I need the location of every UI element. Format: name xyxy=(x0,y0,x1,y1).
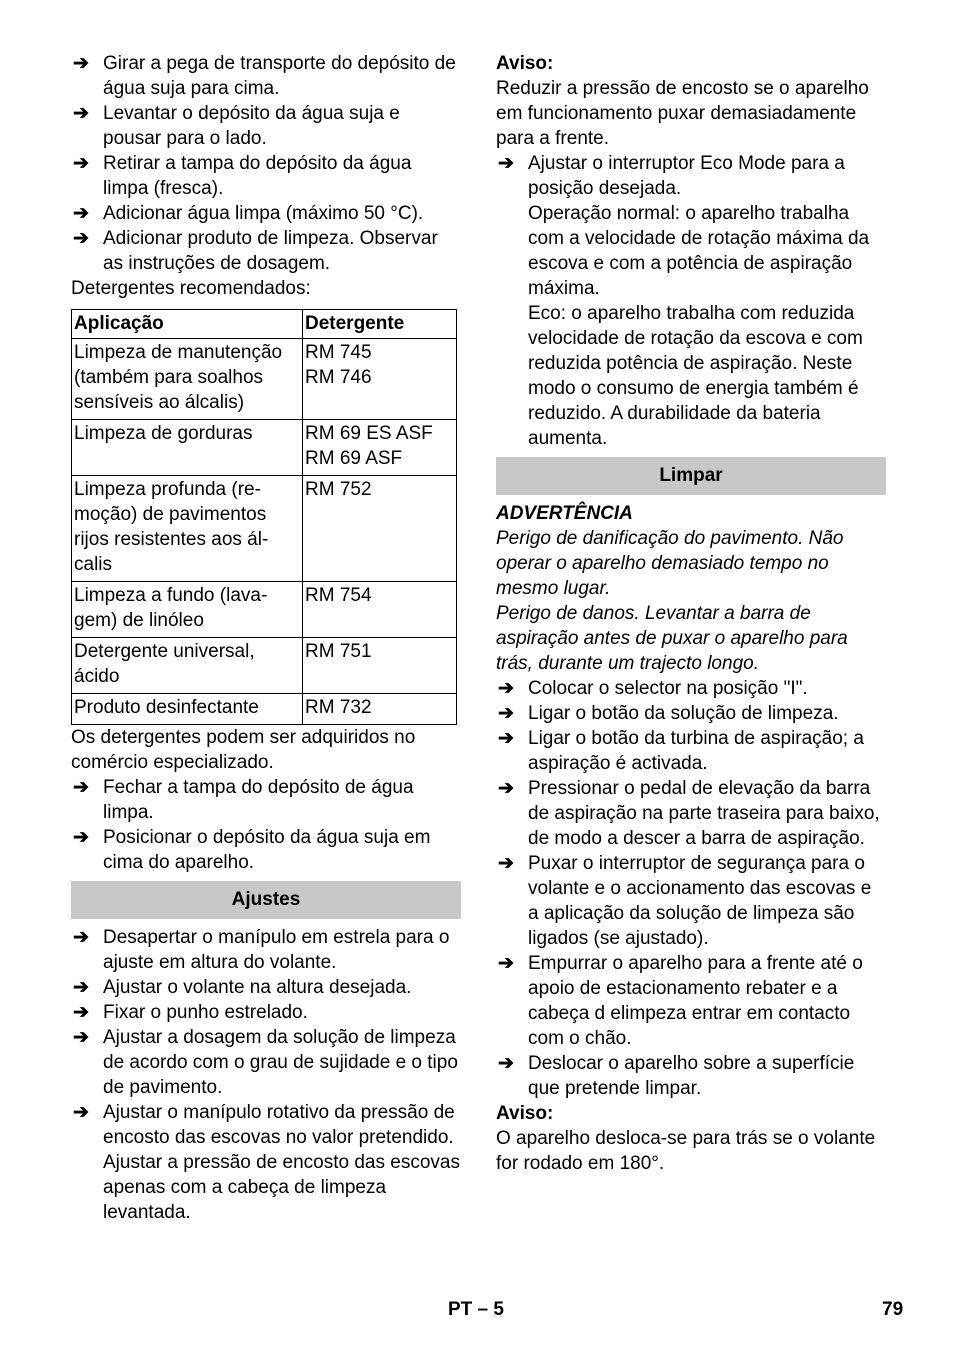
arrow-right-icon: ➔ xyxy=(498,728,514,749)
table-cell: Limpeza de manutenção (também para soalhos sensíveis ao álcalis) xyxy=(72,339,303,420)
instruction-step: ➔ Pressionar o pedal de elevação da barra de aspiração na parte traseira para baixo, de modo a descer a barra de aspiração. xyxy=(498,778,880,849)
instruction-step: ➔ Puxar o interruptor de segurança para o volante e o accionamento das escovas e a aplicação da solução de limpeza são ligados (se ajustado). xyxy=(498,853,872,949)
instruction-step: ➔ Ajustar o volante na altura desejada. xyxy=(73,977,412,998)
instruction-step: ➔ Posicionar o depósito da água suja em cima do aparelho. xyxy=(73,827,431,873)
table-cell: RM 751 xyxy=(303,638,457,694)
table-row xyxy=(72,638,457,694)
table-cell-text: Limpeza profunda (re-moção) de pavimentos rijos resistentes aos ál-calis xyxy=(74,479,269,575)
steps-a xyxy=(71,51,461,276)
table-cell: RM 754 xyxy=(303,582,457,638)
table-header: Aplicação xyxy=(72,310,303,339)
instruction-step: ➔ Ligar o botão da turbina de aspiração; a aspiração é activada. xyxy=(498,728,864,774)
table-row xyxy=(72,582,457,638)
ajustes-note: Ajustar a pressão de encosto das escovas apenas com a cabeça de limpeza levantada. xyxy=(103,1152,460,1223)
right-column xyxy=(496,51,886,1176)
table-row xyxy=(72,694,457,725)
left-column xyxy=(71,51,461,1225)
footer-section-label: PT – 5 xyxy=(448,1299,504,1320)
arrow-right-icon: ➔ xyxy=(73,927,89,948)
warning-text: Perigo de danificação do pavimento. Não operar o aparelho demasiado tempo no mesmo lugar. xyxy=(496,528,844,599)
instruction-step: ➔ Fixar o punho estrelado. xyxy=(73,1002,308,1023)
instruction-step: ➔ Ajustar a dosagem da solução de limpeza de acordo com o grau de sujidade e o tipo de pavimento. xyxy=(73,1027,458,1098)
instruction-step: ➔ Empurrar o aparelho para a frente até o apoio de estacionamento rebater e a cabeça d elimpeza entrar em contacto com o chão. xyxy=(498,953,863,1049)
warning-text: Perigo de danos. Levantar a barra de aspiração antes de puxar o aparelho para trás, durante um trajecto longo. xyxy=(496,603,848,674)
arrow-right-icon: ➔ xyxy=(498,778,514,799)
ajustes-steps xyxy=(71,925,461,1225)
arrow-right-icon: ➔ xyxy=(73,1102,89,1123)
table-cell: Limpeza a fundo (lava-gem) de linóleo xyxy=(72,582,303,638)
table-header-row xyxy=(72,310,457,339)
eco-normal-text: Operação normal: o aparelho trabalha com a velocidade de rotação máxima da escova e com a potência de aspiração máxima. xyxy=(528,203,870,299)
section-heading-limpar: Limpar xyxy=(496,457,886,495)
instruction-step: ➔ Desapertar o manípulo em estrela para o ajuste em altura do volante. xyxy=(73,927,450,973)
arrow-right-icon: ➔ xyxy=(73,53,89,74)
aviso-text: Reduzir a pressão de encosto se o aparelho em funcionamento puxar demasiadamente para a frente. xyxy=(496,78,869,149)
arrow-right-icon: ➔ xyxy=(73,777,89,798)
after-table-note: Os detergentes podem ser adquiridos no comércio especializado. xyxy=(71,727,416,773)
instruction-step: ➔ Colocar o selector na posição "I". xyxy=(498,678,808,699)
table-row xyxy=(72,339,457,420)
arrow-right-icon: ➔ xyxy=(73,103,89,124)
instruction-step: ➔ Ajustar o manípulo rotativo da pressão de encosto das escovas no valor pretendido. xyxy=(73,1102,455,1148)
instruction-step: ➔ Adicionar produto de limpeza. Observar as instruções de dosagem. xyxy=(73,228,438,274)
arrow-right-icon: ➔ xyxy=(498,953,514,974)
arrow-right-icon: ➔ xyxy=(73,977,89,998)
instruction-step: ➔ Deslocar o aparelho sobre a superfície que pretende limpar. xyxy=(498,1053,855,1099)
detergent-table xyxy=(71,309,457,725)
table-header: Detergente xyxy=(303,310,457,339)
table-row xyxy=(72,420,457,476)
warning-label: ADVERTÊNCIA xyxy=(496,503,633,524)
aviso-text: O aparelho desloca-se para trás se o volante for rodado em 180°. xyxy=(496,1128,876,1174)
limpar-steps xyxy=(496,676,886,1101)
instruction-step: ➔ Retirar a tampa do depósito da água limpa (fresca). xyxy=(73,153,412,199)
table-row xyxy=(72,476,457,582)
instruction-step: ➔ Fechar a tampa do depósito de água limpa. xyxy=(73,777,414,823)
table-cell xyxy=(72,476,303,582)
steps-b xyxy=(71,775,461,875)
table-cell: RM 745 RM 746 xyxy=(303,339,457,420)
arrow-right-icon: ➔ xyxy=(498,1053,514,1074)
arrow-right-icon: ➔ xyxy=(73,228,89,249)
eco-mode-text: Eco: o aparelho trabalha com reduzida velocidade de rotação da escova e com reduzida potência de aspiração. Neste modo o consumo de energia também é reduzido. A durabilidade da bateria aumenta. xyxy=(528,303,863,449)
aviso-label: Aviso: xyxy=(496,1103,554,1124)
table-cell: RM 69 ES ASF RM 69 ASF xyxy=(303,420,457,476)
arrow-right-icon: ➔ xyxy=(73,1027,89,1048)
arrow-right-icon: ➔ xyxy=(498,703,514,724)
arrow-right-icon: ➔ xyxy=(73,203,89,224)
instruction-step: ➔ Levantar o depósito da água suja e pousar para o lado. xyxy=(73,103,400,149)
section-heading-ajustes: Ajustes xyxy=(71,881,461,919)
instruction-step: ➔ Girar a pega de transporte do depósito de água suja para cima. xyxy=(73,53,456,99)
table-cell: RM 732 xyxy=(303,694,457,725)
page-number: 79 xyxy=(882,1299,904,1320)
arrow-right-icon: ➔ xyxy=(73,153,89,174)
aviso-label: Aviso: xyxy=(496,53,554,74)
table-cell: Produto desinfectante xyxy=(72,694,303,725)
arrow-right-icon: ➔ xyxy=(73,1002,89,1023)
table-cell: Limpeza de gorduras xyxy=(72,420,303,476)
instruction-step: ➔ Ajustar o interruptor Eco Mode para a posição desejada. xyxy=(498,153,845,199)
arrow-right-icon: ➔ xyxy=(498,678,514,699)
arrow-right-icon: ➔ xyxy=(73,827,89,848)
arrow-right-icon: ➔ xyxy=(498,153,514,174)
recommended-label: Detergentes recomendados: xyxy=(71,278,311,299)
table-cell: RM 752 xyxy=(303,476,457,582)
arrow-right-icon: ➔ xyxy=(498,853,514,874)
table-cell: Detergente universal, ácido xyxy=(72,638,303,694)
instruction-step: ➔ Ligar o botão da solução de limpeza. xyxy=(498,703,839,724)
instruction-step: ➔ Adicionar água limpa (máximo 50 °C). xyxy=(73,203,424,224)
